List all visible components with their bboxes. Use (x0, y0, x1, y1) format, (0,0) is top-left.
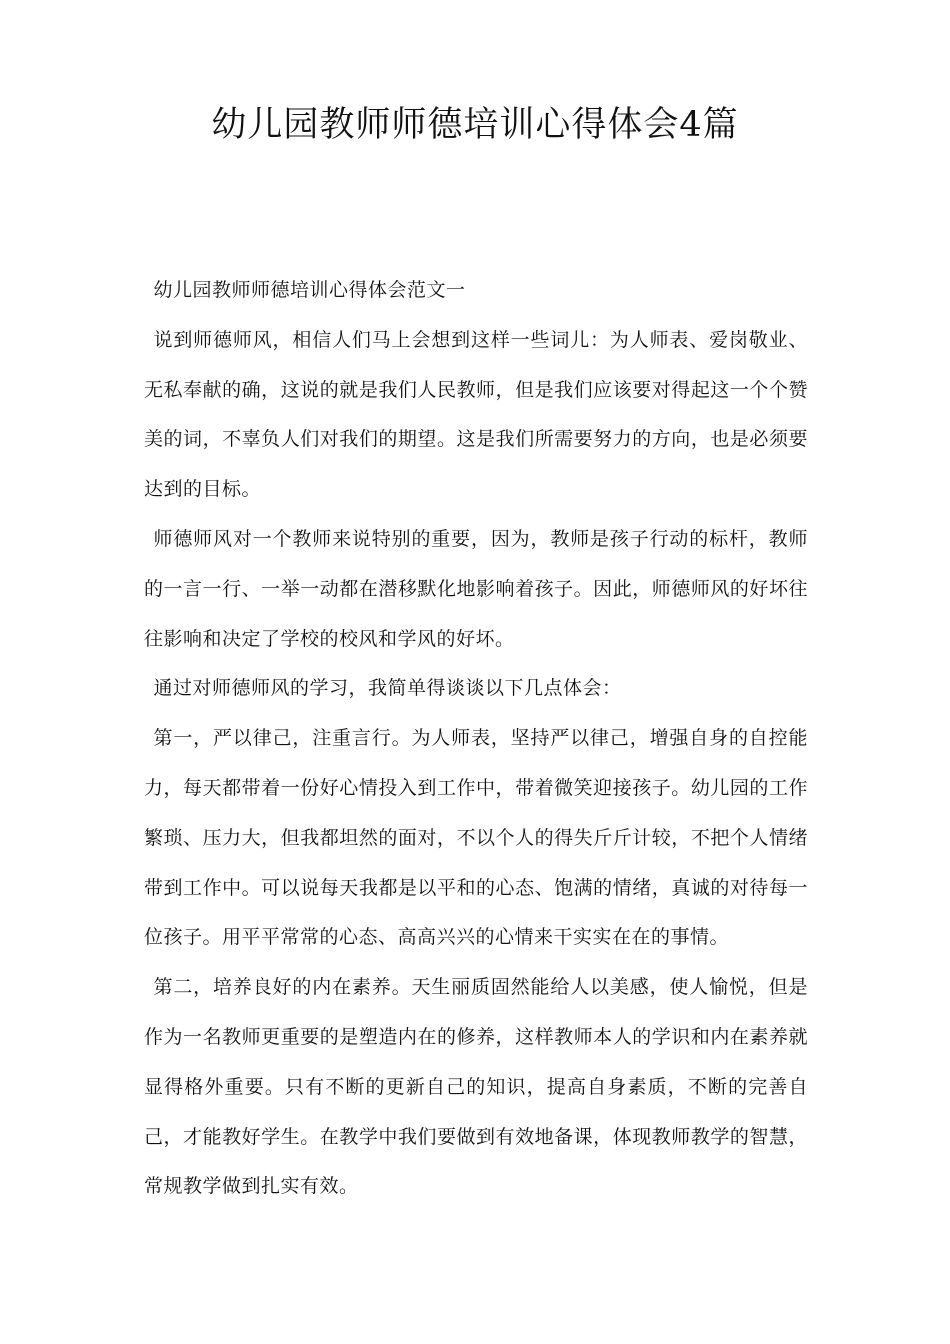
section-heading: 幼儿园教师师德培训心得体会范文一 (153, 279, 466, 301)
paragraph-5: 第二，培养良好的内在素养。天生丽质固然能给人以美感，使人愉悦，但是作为一名教师更重要的是塑造内在的修养，这样教师本人的学识和内在素养就显得格外重要。只有不断的更新自己的知识，提高自身素质，不断的完善自己，才能教好学生。在教学中我们要做到有效地备课，体现教师教学的智慧，常规教学做到扎实有效。 (144, 976, 808, 1198)
document-body (144, 266, 808, 1212)
paragraph-2: 师德师风对一个教师来说特别的重要，因为，教师是孩子行动的标杆，教师的一言一行、一举一动都在潜移默化地影响着孩子。因此，师德师风的好坏往往影响和决定了学校的校风和学风的好坏。 (144, 527, 808, 650)
paragraph-1: 说到师德师风，相信人们马上会想到这样一些词儿：为人师表、爱岗敬业、无私奉献的确，这说的就是我们人民教师，但是我们应该要对得起这一个个赞美的词，不辜负人们对我们的期望。这是我们所需要努力的方向，也是必须要达到的目标。 (144, 328, 808, 501)
document-title: 幼儿园教师师德培训心得体会4篇 (211, 105, 739, 145)
paragraph-4: 第一，严以律己，注重言行。为人师表，坚持严以律己，增强自身的自控能力，每天都带着一份好心情投入到工作中，带着微笑迎接孩子。幼儿园的工作繁琐、压力大，但我都坦然的面对，不以个人的得失斤斤计较，不把个人情绪带到工作中。可以说每天我都是以平和的心态、饱满的情绪，真诚的对待每一位孩子。用平平常常的心态、高高兴兴的心情来干实实在在的事情。 (144, 727, 808, 949)
paragraph-3: 通过对师德师风的学习，我简单得谈谈以下几点体会： (153, 677, 622, 700)
